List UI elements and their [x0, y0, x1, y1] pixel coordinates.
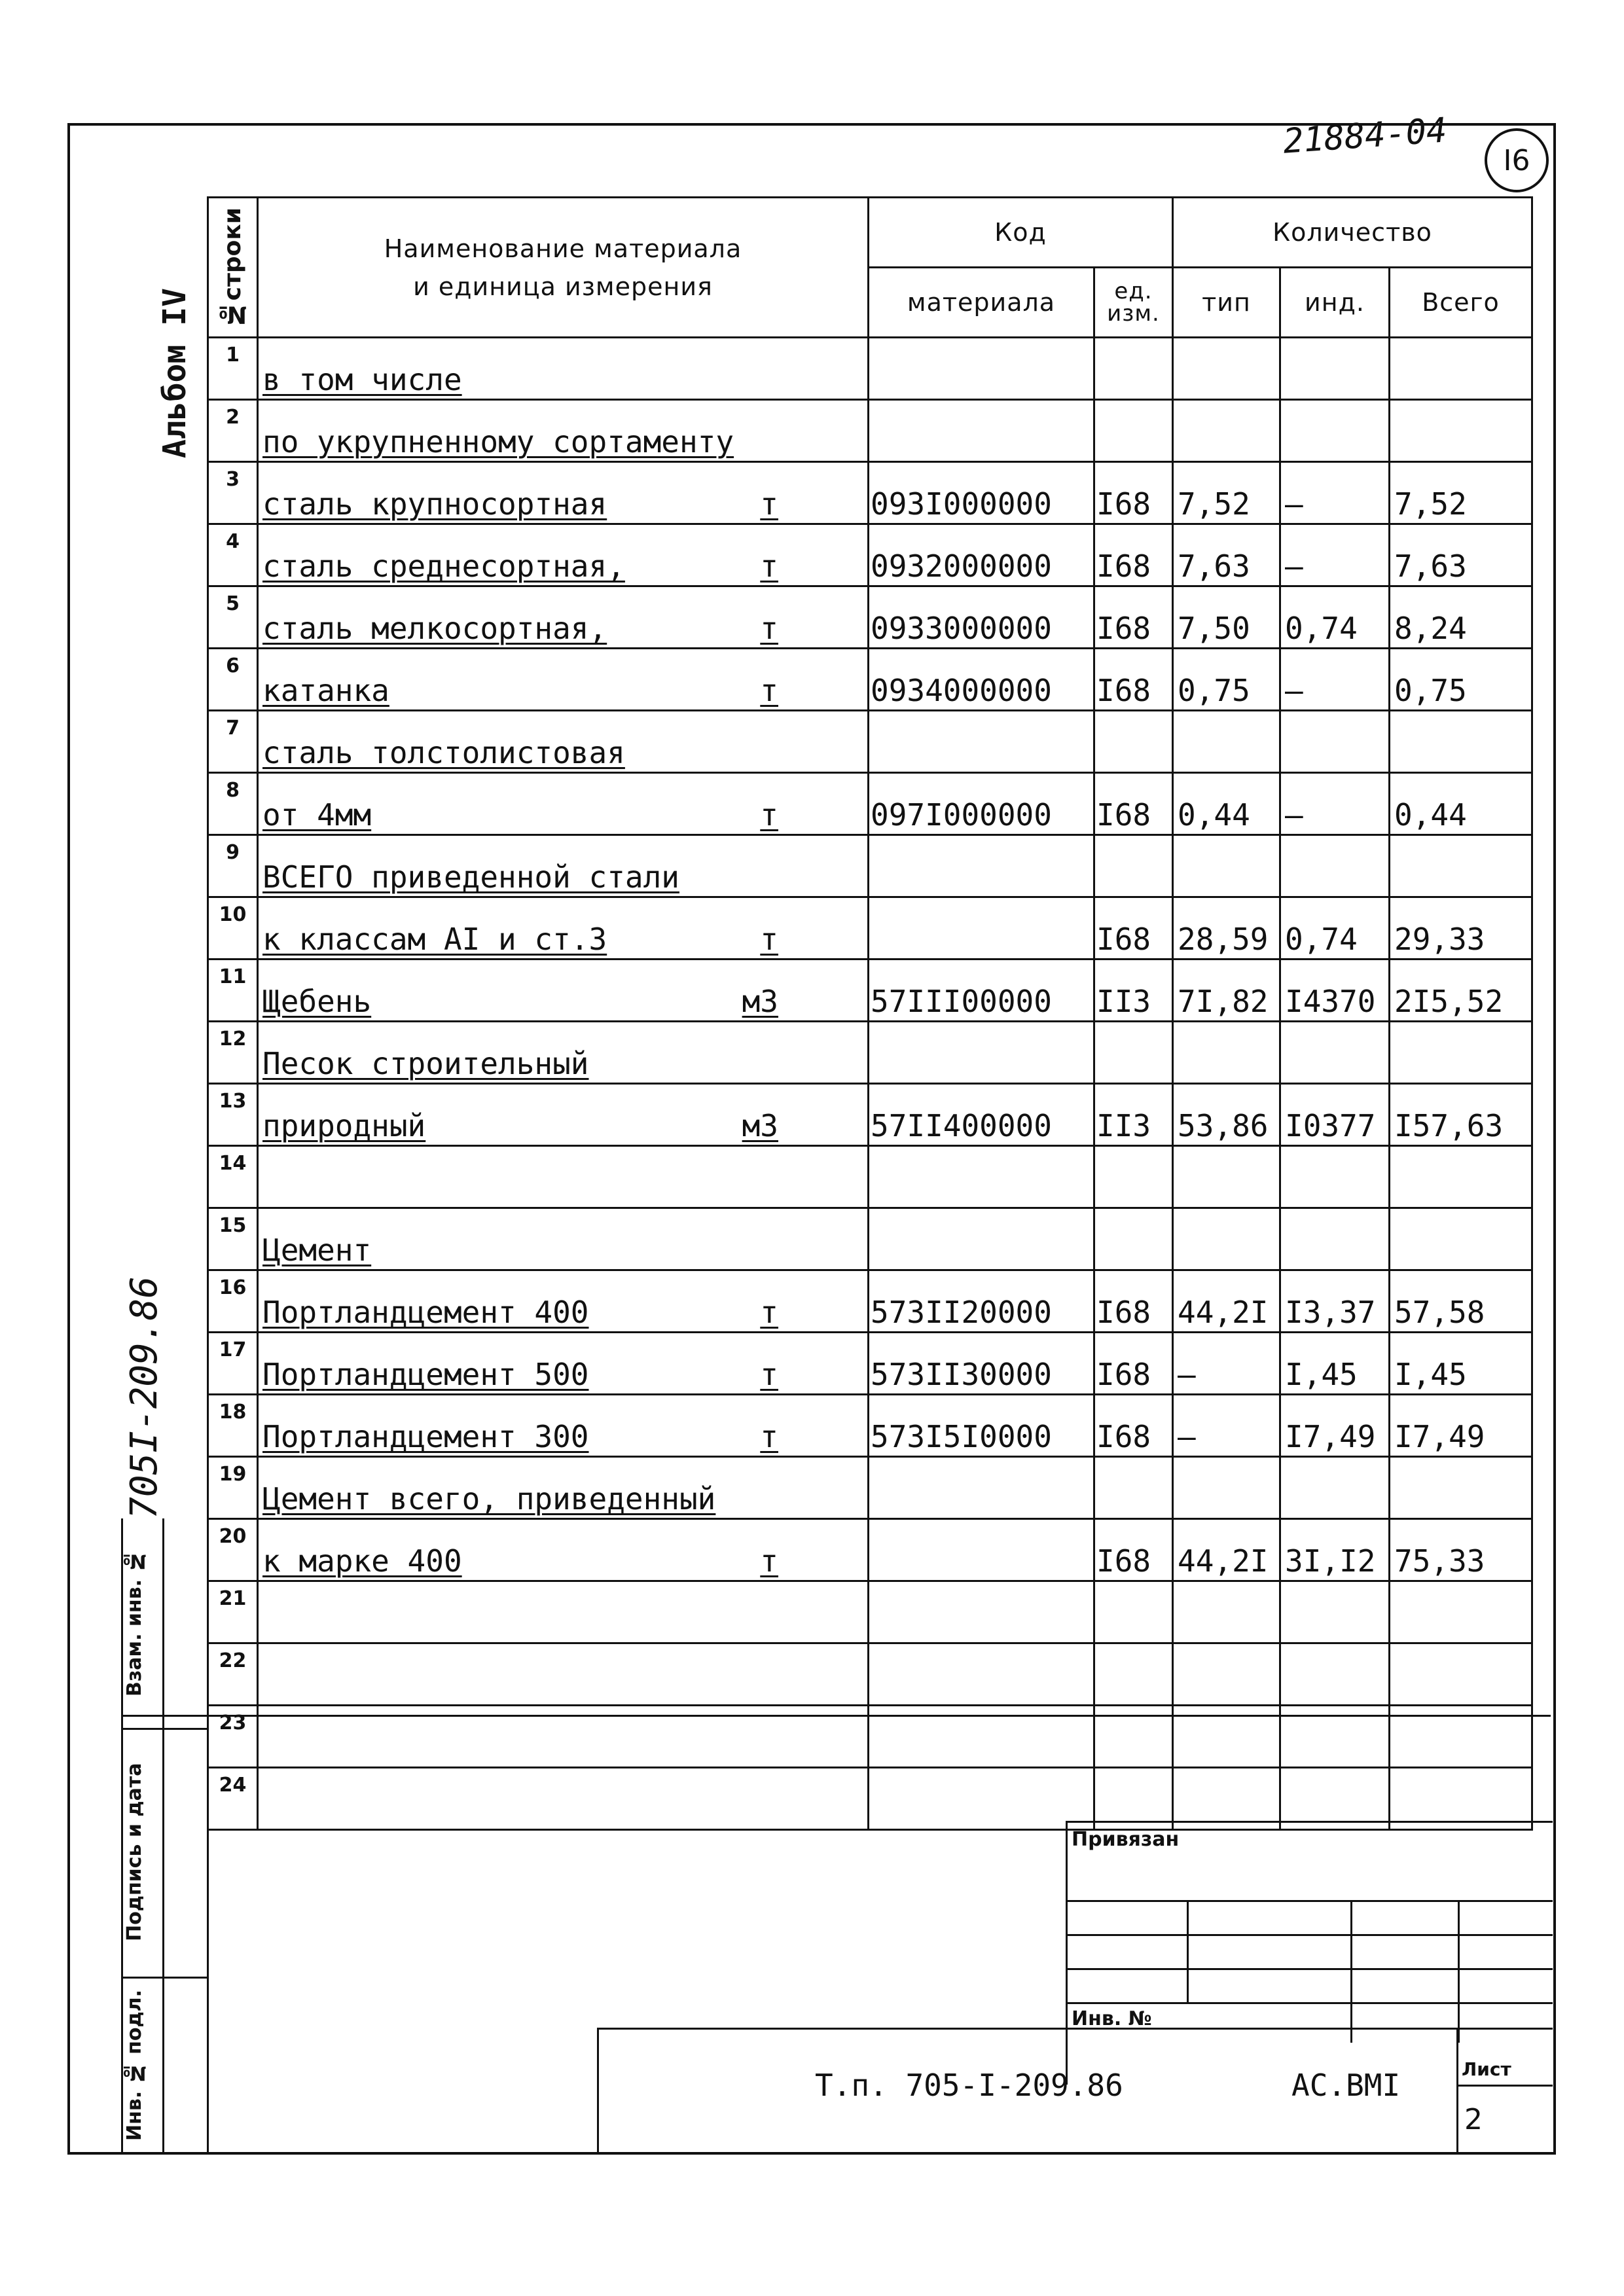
- table-row: [208, 462, 1532, 524]
- qty-type: [1173, 1022, 1280, 1084]
- sheet-number: 2: [1464, 2103, 1483, 2136]
- bound-label: Привязан: [1072, 1828, 1180, 1851]
- table-row: [208, 835, 1532, 897]
- material-name: сталь среднесортная,: [262, 548, 625, 584]
- table-bottom-line: [121, 1715, 1551, 1717]
- qty-total: 29,33: [1390, 897, 1532, 960]
- qty-ind: 3I,I2: [1280, 1519, 1390, 1581]
- qty-type: [1173, 1457, 1280, 1519]
- header-row-number: №строки: [208, 198, 258, 338]
- header-quantity: Количество: [1173, 198, 1532, 268]
- table-row: [208, 649, 1532, 711]
- material-name-cell: [258, 960, 869, 1022]
- row-number: 20: [208, 1519, 258, 1581]
- material-code: 0932000000: [869, 524, 1094, 586]
- designation: Т.п. 705-I-209.86: [815, 2068, 1123, 2103]
- qty-type: [1173, 1146, 1280, 1208]
- material-name: от 4мм: [262, 797, 372, 833]
- table-row: [208, 773, 1532, 835]
- material-name-cell: [258, 1146, 869, 1208]
- material-unit: т: [760, 611, 778, 646]
- material-name-cell: [258, 586, 869, 649]
- row-number: 1: [208, 338, 258, 400]
- row-number: 3: [208, 462, 258, 524]
- side-stamp-columns: [121, 1518, 208, 2152]
- qty-total: [1390, 1146, 1532, 1208]
- material-name: в том числе: [262, 362, 462, 397]
- unit-code: [1094, 1581, 1173, 1643]
- material-unit: т: [760, 673, 778, 708]
- material-name-cell: [258, 1333, 869, 1395]
- unit-code: [1094, 1208, 1173, 1270]
- qty-ind: –: [1280, 773, 1390, 835]
- sheet-label: Лист: [1462, 2058, 1511, 2080]
- header-qty-ind: инд.: [1280, 268, 1390, 338]
- unit-code: [1094, 1643, 1173, 1706]
- row-number: 4: [208, 524, 258, 586]
- unit-code: I68: [1094, 462, 1173, 524]
- unit-code: I68: [1094, 649, 1173, 711]
- row-number: 6: [208, 649, 258, 711]
- material-name-cell: [258, 1643, 869, 1706]
- material-code: 573II30000: [869, 1333, 1094, 1395]
- unit-code: I68: [1094, 897, 1173, 960]
- qty-type: 7,50: [1173, 586, 1280, 649]
- material-code: 093I000000: [869, 462, 1094, 524]
- material-unit: т: [760, 548, 778, 584]
- unit-code: [1094, 400, 1173, 462]
- qty-ind: [1280, 835, 1390, 897]
- row-number: 16: [208, 1270, 258, 1333]
- material-name: ВСЕГО приведенной стали: [262, 859, 679, 895]
- material-name-cell: [258, 1768, 869, 1830]
- row-number: 22: [208, 1643, 258, 1706]
- inv-no-label: Инв. №: [1072, 2007, 1152, 2030]
- material-code: [869, 897, 1094, 960]
- qty-total: 0,44: [1390, 773, 1532, 835]
- qty-type: 7,63: [1173, 524, 1280, 586]
- row-number: 8: [208, 773, 258, 835]
- header-name: Наименование материала и единица измерения: [258, 198, 869, 338]
- material-name: Цемент всего, приведенный: [262, 1481, 716, 1516]
- qty-type: [1173, 338, 1280, 400]
- header-code: Код: [869, 198, 1173, 268]
- material-name: Портландцемент 500: [262, 1357, 589, 1392]
- row-number: 7: [208, 711, 258, 773]
- header-qty-type: тип: [1173, 268, 1280, 338]
- row-number: 15: [208, 1208, 258, 1270]
- table-row: [208, 1581, 1532, 1643]
- table-row: [208, 338, 1532, 400]
- qty-total: [1390, 1022, 1532, 1084]
- qty-ind: [1280, 1581, 1390, 1643]
- unit-code: [1094, 711, 1173, 773]
- qty-type: [1173, 1643, 1280, 1706]
- unit-code: I68: [1094, 1519, 1173, 1581]
- qty-type: [1173, 835, 1280, 897]
- material-name-cell: [258, 400, 869, 462]
- qty-ind: I7,49: [1280, 1395, 1390, 1457]
- table-row: [208, 1084, 1532, 1146]
- material-name: Портландцемент 400: [262, 1295, 589, 1330]
- material-code: [869, 1768, 1094, 1830]
- material-name: к марке 400: [262, 1543, 462, 1579]
- table-row: [208, 524, 1532, 586]
- row-number: 14: [208, 1146, 258, 1208]
- unit-code: I68: [1094, 524, 1173, 586]
- stamp-sign-date: Подпись и дата: [123, 1728, 208, 1979]
- qty-ind: [1280, 1208, 1390, 1270]
- material-code: [869, 1581, 1094, 1643]
- material-code: 57III00000: [869, 960, 1094, 1022]
- qty-type: 7,52: [1173, 462, 1280, 524]
- material-name-cell: [258, 1022, 869, 1084]
- qty-type: 44,2I: [1173, 1270, 1280, 1333]
- table-row: [208, 586, 1532, 649]
- archive-number: 21884-04: [1282, 111, 1449, 162]
- album-label: Альбом IV: [156, 287, 193, 459]
- material-code: [869, 1519, 1094, 1581]
- material-code: [869, 400, 1094, 462]
- material-name-cell: [258, 649, 869, 711]
- qty-total: 2I5,52: [1390, 960, 1532, 1022]
- qty-type: [1173, 1581, 1280, 1643]
- qty-ind: I4370: [1280, 960, 1390, 1022]
- material-name-cell: [258, 1208, 869, 1270]
- unit-code: I68: [1094, 773, 1173, 835]
- stamp-inv-replace: Взам. инв. №: [123, 1518, 208, 1730]
- header-code-unit: ед. изм.: [1094, 268, 1173, 338]
- material-name-cell: [258, 1457, 869, 1519]
- qty-ind: [1280, 711, 1390, 773]
- row-number: 9: [208, 835, 258, 897]
- qty-ind: I,45: [1280, 1333, 1390, 1395]
- row-number: 13: [208, 1084, 258, 1146]
- qty-total: [1390, 1208, 1532, 1270]
- qty-type: 44,2I: [1173, 1519, 1280, 1581]
- material-name: Портландцемент 300: [262, 1419, 589, 1454]
- materials-table: [207, 196, 1533, 1831]
- row-number: 2: [208, 400, 258, 462]
- qty-total: [1390, 1643, 1532, 1706]
- unit-code: [1094, 835, 1173, 897]
- unit-code: II3: [1094, 1084, 1173, 1146]
- material-unit: м3: [742, 1108, 778, 1143]
- qty-ind: 0,74: [1280, 897, 1390, 960]
- material-name: сталь толстолистовая: [262, 735, 625, 770]
- material-unit: т: [760, 1543, 778, 1579]
- material-code: [869, 1457, 1094, 1519]
- header-code-material: материала: [869, 268, 1094, 338]
- table-row: [208, 960, 1532, 1022]
- material-name-cell: [258, 711, 869, 773]
- material-unit: м3: [742, 984, 778, 1019]
- qty-ind: –: [1280, 649, 1390, 711]
- material-code: 57II400000: [869, 1084, 1094, 1146]
- stamp-inv-orig: Инв. № подл.: [123, 1979, 208, 2152]
- table-header-row: [208, 198, 1532, 268]
- material-unit: т: [760, 797, 778, 833]
- material-code: 097I000000: [869, 773, 1094, 835]
- row-number: 18: [208, 1395, 258, 1457]
- table-row: [208, 1270, 1532, 1333]
- unit-code: I68: [1094, 1333, 1173, 1395]
- material-code: 573I5I0000: [869, 1395, 1094, 1457]
- qty-total: 57,58: [1390, 1270, 1532, 1333]
- qty-total: [1390, 711, 1532, 773]
- material-name-cell: [258, 897, 869, 960]
- table-row: [208, 711, 1532, 773]
- unit-code: II3: [1094, 960, 1173, 1022]
- table-row: [208, 1333, 1532, 1395]
- drawing-mark: АС.ВМI: [1291, 2068, 1401, 2103]
- material-name-cell: [258, 1084, 869, 1146]
- row-number: 11: [208, 960, 258, 1022]
- table-row: [208, 1208, 1532, 1270]
- material-unit: т: [760, 1357, 778, 1392]
- qty-total: [1390, 1581, 1532, 1643]
- material-unit: т: [760, 1295, 778, 1330]
- qty-total: [1390, 338, 1532, 400]
- table-row: [208, 1022, 1532, 1084]
- material-unit: т: [760, 486, 778, 522]
- table-row: [208, 1457, 1532, 1519]
- unit-code: I68: [1094, 1270, 1173, 1333]
- material-name: природный: [262, 1108, 426, 1143]
- material-name-cell: [258, 1519, 869, 1581]
- qty-ind: –: [1280, 462, 1390, 524]
- unit-code: [1094, 1457, 1173, 1519]
- qty-type: –: [1173, 1333, 1280, 1395]
- material-name: Цемент: [262, 1232, 372, 1268]
- material-code: [869, 835, 1094, 897]
- material-name-cell: [258, 338, 869, 400]
- material-name: сталь мелкосортная,: [262, 611, 607, 646]
- material-code: [869, 1208, 1094, 1270]
- qty-type: [1173, 711, 1280, 773]
- material-name-cell: [258, 1395, 869, 1457]
- page-number-text: I6: [1503, 143, 1530, 177]
- qty-type: 0,75: [1173, 649, 1280, 711]
- qty-total: [1390, 400, 1532, 462]
- qty-type: [1173, 400, 1280, 462]
- qty-ind: [1280, 1022, 1390, 1084]
- table-row: [208, 1146, 1532, 1208]
- material-name-cell: [258, 773, 869, 835]
- header-qty-total: Всего: [1390, 268, 1532, 338]
- table-row: [208, 1643, 1532, 1706]
- material-name: Песок строительный: [262, 1046, 589, 1081]
- qty-ind: [1280, 338, 1390, 400]
- row-number: 21: [208, 1581, 258, 1643]
- row-number: 24: [208, 1768, 258, 1830]
- material-code: 0933000000: [869, 586, 1094, 649]
- qty-type: 53,86: [1173, 1084, 1280, 1146]
- unit-code: [1094, 1146, 1173, 1208]
- table-row: [208, 400, 1532, 462]
- qty-type: [1173, 1208, 1280, 1270]
- material-code: [869, 1643, 1094, 1706]
- qty-type: 7I,82: [1173, 960, 1280, 1022]
- qty-type: 0,44: [1173, 773, 1280, 835]
- qty-type: 28,59: [1173, 897, 1280, 960]
- title-block-main: [597, 2028, 1553, 2154]
- unit-code: [1094, 338, 1173, 400]
- qty-ind: I0377: [1280, 1084, 1390, 1146]
- material-name-cell: [258, 1270, 869, 1333]
- qty-total: 0,75: [1390, 649, 1532, 711]
- material-name: катанка: [262, 673, 389, 708]
- row-number: 17: [208, 1333, 258, 1395]
- unit-code: [1094, 1022, 1173, 1084]
- unit-code: I68: [1094, 586, 1173, 649]
- inner-left-border: [207, 1715, 209, 2152]
- qty-ind: –: [1280, 524, 1390, 586]
- material-code: [869, 338, 1094, 400]
- qty-ind: [1280, 1146, 1390, 1208]
- row-number: 19: [208, 1457, 258, 1519]
- table-row: [208, 1395, 1532, 1457]
- material-name-cell: [258, 835, 869, 897]
- page-number-circle: [1485, 128, 1549, 192]
- qty-ind: [1280, 1457, 1390, 1519]
- qty-total: [1390, 835, 1532, 897]
- unit-code: I68: [1094, 1395, 1173, 1457]
- qty-total: I,45: [1390, 1333, 1532, 1395]
- material-name: к классам АI и ст.3: [262, 922, 607, 957]
- material-name: по укрупненному сортаменту: [262, 424, 734, 459]
- qty-total: 7,52: [1390, 462, 1532, 524]
- qty-total: I7,49: [1390, 1395, 1532, 1457]
- row-number: 12: [208, 1022, 258, 1084]
- qty-ind: [1280, 1643, 1390, 1706]
- material-name-cell: [258, 524, 869, 586]
- material-code: [869, 1022, 1094, 1084]
- qty-total: 75,33: [1390, 1519, 1532, 1581]
- material-name-cell: [258, 1581, 869, 1643]
- qty-type: –: [1173, 1395, 1280, 1457]
- table-row: [208, 1519, 1532, 1581]
- row-number: 10: [208, 897, 258, 960]
- row-number: 5: [208, 586, 258, 649]
- qty-total: [1390, 1457, 1532, 1519]
- qty-total: I57,63: [1390, 1084, 1532, 1146]
- table-row: [208, 897, 1532, 960]
- qty-total: 8,24: [1390, 586, 1532, 649]
- qty-ind: 0,74: [1280, 586, 1390, 649]
- material-code: [869, 1146, 1094, 1208]
- material-unit: т: [760, 922, 778, 957]
- material-code: 573II20000: [869, 1270, 1094, 1333]
- qty-total: 7,63: [1390, 524, 1532, 586]
- material-code: [869, 711, 1094, 773]
- material-name-cell: [258, 462, 869, 524]
- material-name: Щебень: [262, 984, 372, 1019]
- side-project-number: 705I-209.86: [122, 1276, 166, 1519]
- material-name: сталь крупносортная: [262, 486, 607, 522]
- row-number: 23: [208, 1706, 258, 1768]
- qty-ind: [1280, 400, 1390, 462]
- qty-ind: I3,37: [1280, 1270, 1390, 1333]
- material-unit: т: [760, 1419, 778, 1454]
- material-code: 0934000000: [869, 649, 1094, 711]
